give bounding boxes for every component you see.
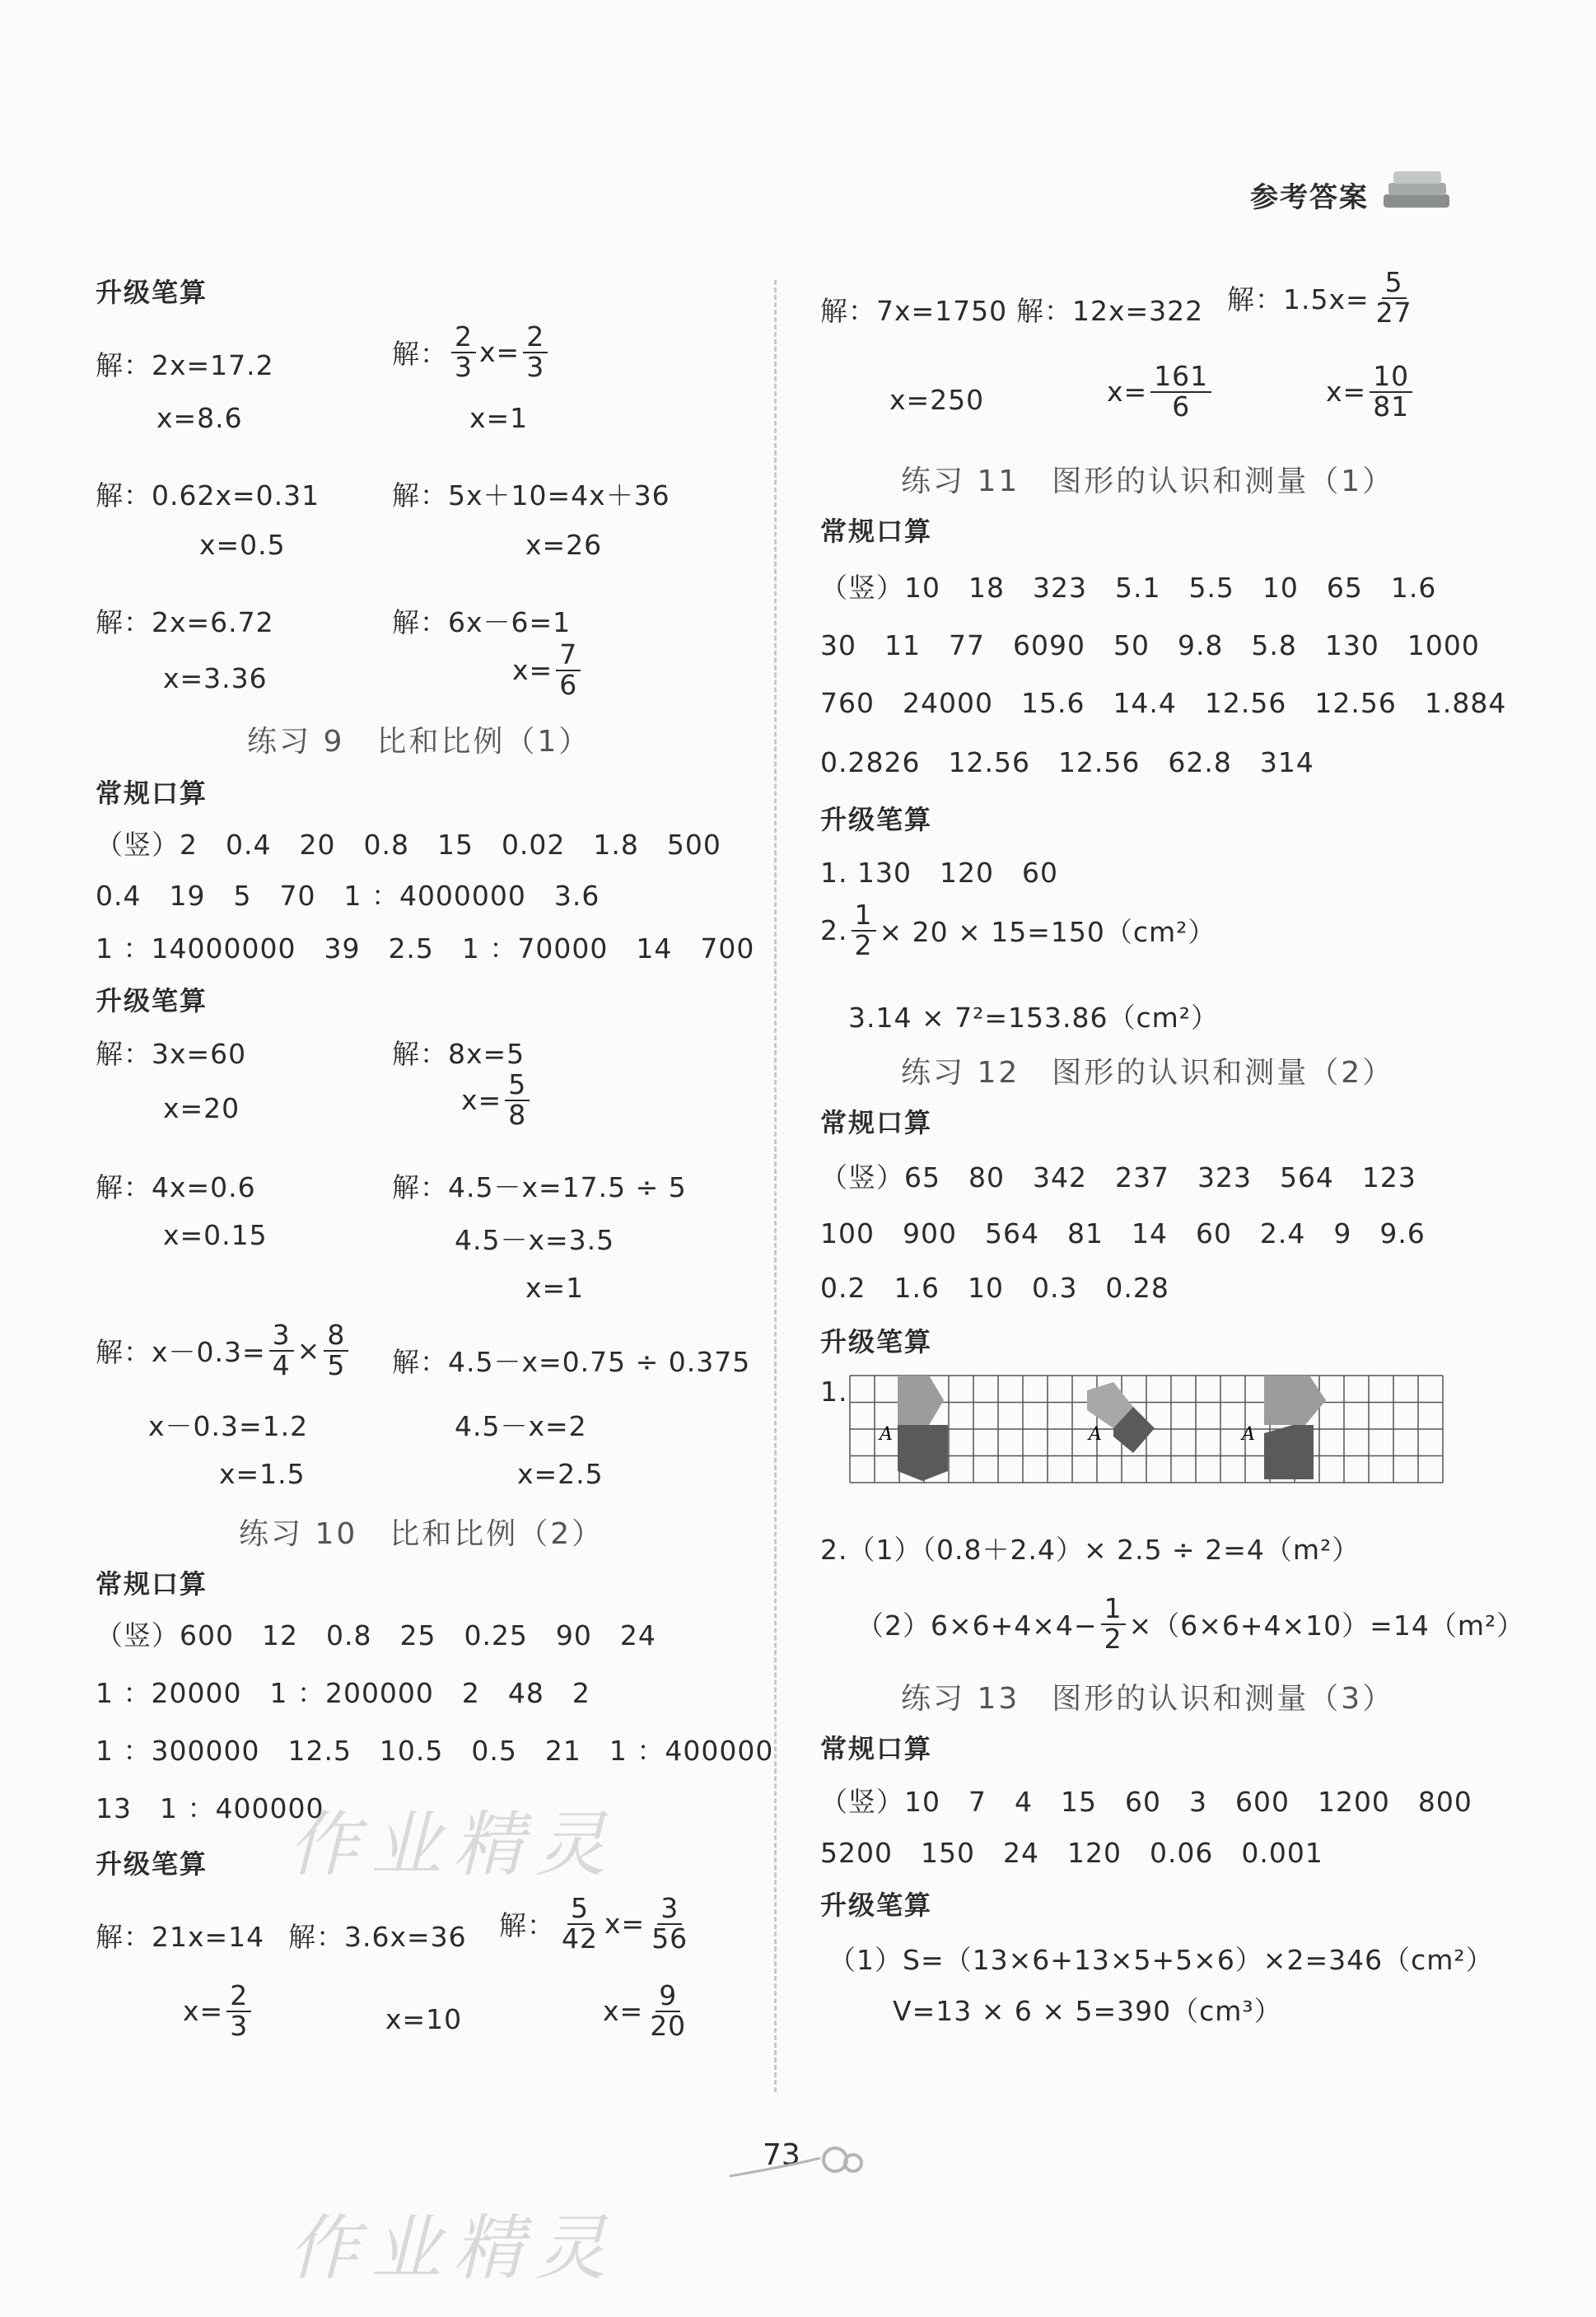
eq-q3-b3: x=2.5 [517,1458,604,1490]
answer-line: 1. 130 120 60 [820,857,1058,889]
text: x= [1107,376,1148,409]
eq-p2-a1: 解：0.62x=0.31 [96,479,320,512]
fraction [556,638,581,701]
books-icon [1380,166,1454,216]
num: 2 [226,1982,251,2012]
oral-heading: 常规口算 [820,1733,933,1764]
oral-line: 13 1 ：400000 [96,1792,324,1824]
eq-q3-b2: 4.5－x=2 [455,1410,587,1442]
eq-q1-a1: 解：3x=60 [96,1038,247,1070]
den: 3 [455,350,473,383]
upgrade-heading: 升级笔算 [96,277,208,308]
den: 8 [508,1098,527,1131]
num: 8 [324,1321,348,1352]
den: 4 [272,1348,291,1381]
num: 3 [657,1894,682,1925]
text: × [296,1334,321,1367]
cloud-ornament-icon [721,2133,875,2183]
den: 20 [650,2009,687,2042]
num: 5 [567,1894,592,1925]
eq-q2-a1: 解：4x=0.6 [96,1171,256,1203]
num: 10 [1370,362,1412,393]
oral-heading: 常规口算 [820,1107,933,1138]
shape-1-top [898,1376,944,1425]
eq-q3-a1 [96,1321,352,1380]
eq-top-b2 [1107,362,1215,421]
den: 6 [559,668,578,701]
fraction [324,1321,348,1380]
oral-line: （竖）65 80 342 237 323 564 123 [820,1161,1416,1194]
eq-q3-a2: x－0.3=1.2 [148,1410,309,1442]
den: 5 [327,1348,346,1381]
num: 1 [1101,1595,1126,1625]
fraction [1373,266,1416,329]
answer-line: （1）S=（13×6+13×5+5×6）×2=346（cm²） [828,1944,1494,1976]
oral-line: （竖）600 12 0.8 25 0.25 90 24 [96,1619,656,1651]
den: 3 [526,350,545,383]
oral-line: 1 ：14000000 39 2.5 1 ：70000 14 700 [96,932,755,965]
eq-q2-b3: x=1 [525,1272,585,1304]
eq-p1-b2: x=1 [469,402,529,434]
eq-q2-b1: 解：4.5－x=17.5 ÷ 5 [392,1171,687,1203]
oral-line: （竖）10 7 4 15 60 3 600 1200 800 [820,1786,1472,1818]
point-label-1: A [880,1424,893,1445]
text: 解：x－0.3= [96,1336,266,1369]
fraction [1101,1592,1126,1655]
eq-p3-b1: 解：6x－6=1 [392,606,572,638]
fraction [269,1321,294,1380]
oral-line: （竖）2 0.4 20 0.8 15 0.02 1.8 500 [96,829,721,861]
fraction [1370,362,1412,421]
oral-line: 0.2826 12.56 12.56 62.8 314 [820,746,1314,778]
den: 81 [1373,390,1410,423]
num: 161 [1150,362,1211,393]
eq-q3-b1: 解：4.5－x=0.75 ÷ 0.375 [392,1346,751,1378]
upgrade-heading: 升级笔算 [820,1890,933,1921]
oral-heading: 常规口算 [96,778,208,809]
shape-3-top [1264,1376,1326,1425]
eq-q1-b1: 解：8x=5 [392,1038,525,1070]
column-divider [774,280,777,2092]
shape-3-bottom [1264,1425,1314,1479]
text: x= [603,1995,644,2028]
fraction [505,1068,530,1131]
den: 2 [854,928,873,961]
fraction [558,1894,601,1953]
upgrade-heading: 升级笔算 [96,1848,208,1880]
eq-p2-b1: 解：5x＋10=4x＋36 [392,479,670,512]
eq-r1-a1: 解：21x=14 [96,1921,265,1953]
section-title-9: 练习 9 比和比例（1） [247,725,591,759]
den: 42 [562,1922,598,1955]
answer-line [856,1592,1525,1655]
eq-p2-b2: x=26 [525,529,603,561]
eq-q2-b2: 4.5－x=3.5 [455,1224,615,1256]
text: 解： [392,338,448,371]
section-title-11: 练习 11 图形的认识和测量（1） [901,465,1395,498]
shape-1-bottom [898,1425,948,1481]
header-title: 参考答案 [1250,181,1369,214]
oral-line: 1 ：300000 12.5 10.5 0.5 21 1 ：400000 [96,1735,774,1767]
eq-q1-a2: x=20 [163,1092,240,1124]
fraction [1150,362,1211,421]
eq-p1-a1: 解：2x=17.2 [96,349,274,381]
eq-r1-c2 [603,1979,693,2042]
eq-r1-b2: x=10 [385,2003,463,2035]
text: x= [1326,376,1367,409]
text: 2. [820,914,848,947]
eq-top-b1: 解：12x=322 [1016,295,1204,327]
fraction [226,1979,251,2042]
eq-top-a1: 解：7x=1750 [820,295,1008,327]
fraction [646,1979,689,2042]
eq-q3-a3: x=1.5 [219,1458,306,1490]
num: 1 [852,901,876,932]
den: 56 [651,1922,688,1955]
eq-p3-b2 [512,638,584,701]
text: ×（6×6+4×10）=14（m²） [1128,1609,1525,1642]
eq-q1-b2 [461,1068,533,1131]
upgrade-heading: 升级笔算 [820,804,933,835]
text: x= [479,336,520,369]
num: 9 [656,1982,680,2012]
den: 3 [230,2009,249,2042]
fraction [852,901,876,960]
oral-line: 0.2 1.6 10 0.3 0.28 [820,1272,1169,1304]
oral-line: 5200 150 24 120 0.06 0.001 [820,1837,1323,1869]
fraction [648,1894,691,1953]
oral-line: （竖）10 18 323 5.1 5.5 10 65 1.6 [820,572,1437,604]
oral-heading: 常规口算 [820,516,933,547]
eq-p1-a2: x=8.6 [156,402,243,434]
oral-line: 30 11 77 6090 50 9.8 5.8 130 1000 [820,629,1480,661]
eq-top-c1 [1227,266,1419,329]
text: x= [183,1995,224,2028]
oral-line: 100 900 564 81 14 60 2.4 9 9.6 [820,1217,1426,1250]
text: 解： [499,1909,555,1942]
answer-line: V=13 × 6 × 5=390（cm³） [893,1995,1282,2027]
eq-r1-b1: 解：3.6x=36 [288,1921,467,1953]
text: × 20 × 15=150（cm²） [879,916,1216,949]
grid-svg [848,1374,1445,1506]
text: x= [604,1908,646,1941]
upgrade-heading: 升级笔算 [820,1326,933,1357]
num: 7 [556,641,581,671]
eq-r1-a2 [183,1979,254,2042]
watermark: 作业精灵 [288,2207,618,2290]
eq-r1-c1 [499,1894,694,1953]
section-title-12: 练习 12 图形的认识和测量（2） [901,1056,1395,1090]
num: 2 [523,323,548,353]
eq-p3-a1: 解：2x=6.72 [96,606,274,638]
den: 27 [1375,296,1412,329]
oral-heading: 常规口算 [96,1568,208,1600]
answer-label: 1. [820,1376,848,1408]
answer-line [820,901,1216,960]
num: 5 [1382,269,1407,299]
section-title-13: 练习 13 图形的认识和测量（3） [901,1682,1395,1716]
upgrade-heading: 升级笔算 [96,985,208,1016]
point-label-3: A [1242,1424,1255,1445]
point-label-2: A [1089,1424,1102,1445]
text: （2）6×6+4×4− [856,1609,1098,1642]
num: 5 [505,1071,530,1101]
den: 2 [1104,1622,1122,1655]
fraction [523,320,548,383]
den: 6 [1172,390,1191,423]
eq-p1-b1 [392,320,551,383]
eq-top-a2: x=250 [889,384,985,416]
eq-p2-a2: x=0.5 [199,529,286,561]
oral-line: 0.4 19 5 70 1 ：4000000 3.6 [96,880,600,912]
answer-line: 3.14 × 7²=153.86（cm²） [848,1002,1219,1034]
oral-line: 760 24000 15.6 14.4 12.56 12.56 1.884 [820,687,1507,719]
eq-q2-a2: x=0.15 [163,1219,268,1251]
fraction [451,320,476,383]
text: x= [461,1084,502,1117]
answer-line: 2.（1）（0.8＋2.4）× 2.5 ÷ 2=4（m²） [820,1534,1360,1566]
num: 3 [269,1321,294,1352]
text: x= [512,654,553,687]
oral-line: 1 ：20000 1 ：200000 2 48 2 [96,1677,590,1709]
num: 2 [451,323,476,353]
grid-figure [848,1374,1445,1509]
text: 解：1.5x= [1227,283,1370,316]
watermark: 作业精灵 [288,1804,618,1886]
eq-top-c2 [1326,362,1416,421]
page-number: 73 [763,2138,800,2172]
eq-p3-a2: x=3.36 [163,662,268,694]
section-title-10: 练习 10 比和比例（2） [239,1517,604,1551]
